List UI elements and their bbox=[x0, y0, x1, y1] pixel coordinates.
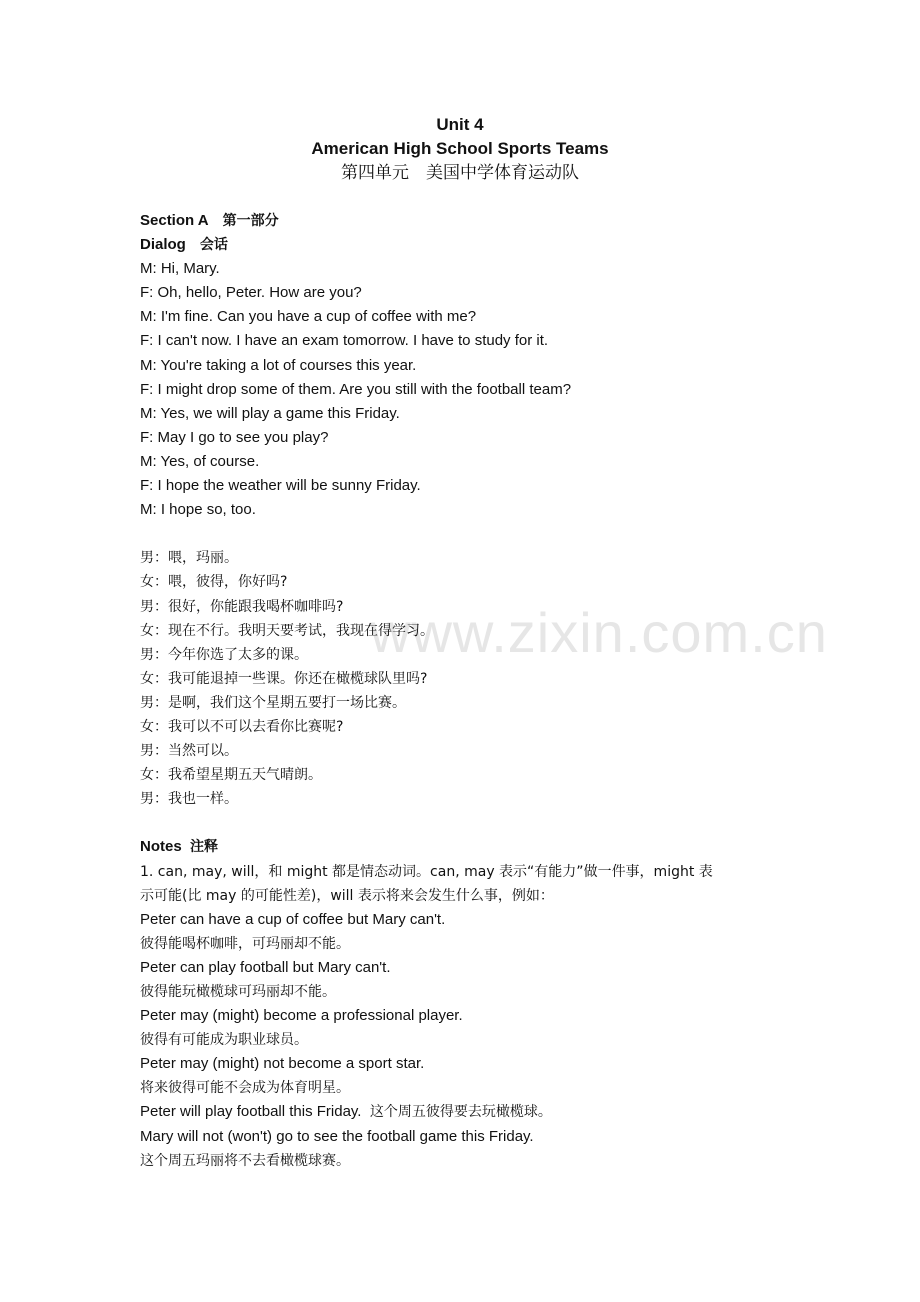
example-cn: 将来彼得可能不会成为体育明星。 bbox=[140, 1080, 350, 1097]
example-en: Peter can play football but Mary can't. bbox=[140, 958, 391, 976]
example-en: Peter can have a cup of coffee but Mary can't. bbox=[140, 910, 446, 928]
chinese-title: 第四单元 美国中学体育运动队 bbox=[341, 163, 579, 183]
spacer bbox=[140, 811, 790, 835]
dialog-line-cn: 女：喂，彼得，你好吗? bbox=[140, 574, 288, 591]
example-combined bbox=[140, 1100, 790, 1124]
example-en: Peter may (might) not become a sport star. bbox=[140, 1055, 425, 1073]
dialog-heading-cn: 会话 bbox=[199, 237, 228, 254]
dialog-line-cn: 女：我可能退掉一些课。你还在橄榄球队里吗? bbox=[140, 670, 428, 687]
watermark: www.zixin.com.cn bbox=[370, 601, 828, 664]
dialog-line-cn: 男：是啊，我们这个星期五要打一场比赛。 bbox=[140, 694, 406, 711]
dialog-line-cn: 男：当然可以。 bbox=[140, 743, 238, 760]
section-heading bbox=[140, 209, 790, 233]
notes-heading bbox=[140, 835, 790, 859]
example-cn: 彼得能玩橄榄球可玛丽却不能。 bbox=[140, 984, 336, 1000]
dialog-line-cn: 女：现在不行。我明天要考试，我现在得学习。 bbox=[140, 622, 434, 639]
example-cn: 彼得有可能成为职业球员。 bbox=[140, 1032, 308, 1049]
english-title: American High School Sports Teams bbox=[311, 139, 609, 158]
dialog-heading bbox=[140, 233, 790, 257]
dialog-line-en: F: I might drop some of them. Are you still with the football team? bbox=[140, 380, 572, 398]
dialog-line-cn: 男：今年你选了太多的课。 bbox=[140, 646, 308, 663]
section-heading-cn: 第一部分 bbox=[222, 213, 279, 229]
dialog-line-en: F: I hope the weather will be sunny Friday. bbox=[140, 477, 421, 495]
dialog-line-en: F: I can't now. I have an exam tomorrow. I have to study for it. bbox=[140, 332, 549, 350]
dialog-line-en: M: Yes, we will play a game this Friday. bbox=[140, 404, 400, 422]
notes-heading-en: Notes bbox=[140, 838, 182, 856]
dialog-line-en: M: Yes, of course. bbox=[140, 452, 260, 470]
example-cn: 这个周五玛丽将不去看橄榄球赛。 bbox=[140, 1152, 350, 1169]
example-cn: 彼得能喝杯咖啡，可玛丽却不能。 bbox=[140, 935, 350, 952]
dialog-line-en: M: Hi, Mary. bbox=[140, 260, 220, 278]
dialog-line-cn: 女：我希望星期五天气晴朗。 bbox=[140, 767, 322, 784]
unit-title: Unit 4 bbox=[436, 115, 484, 134]
dialog-line-en: F: Oh, hello, Peter. How are you? bbox=[140, 284, 362, 302]
example-en: Peter may (might) become a professional player. bbox=[140, 1007, 463, 1025]
dialog-line-en: M: I'm fine. Can you have a cup of coffee with me? bbox=[140, 308, 477, 326]
dialog-line-cn: 男：我也一样。 bbox=[140, 791, 238, 808]
title-block bbox=[0, 113, 920, 185]
dialog-line-cn: 男：喂，玛丽。 bbox=[140, 550, 238, 567]
notes-intro-line-2: 示可能(比 may 的可能性差)，will 表示将来会发生什么事，例如： bbox=[140, 887, 554, 904]
dialog-line-en: M: I hope so, too. bbox=[140, 501, 256, 519]
notes-intro-line-1: 1. can, may, will，和 might 都是情态动词。can, may 表示“有能力”做一件事，might 表 bbox=[140, 863, 713, 880]
dialog-line-cn: 男：很好，你能跟我喝杯咖啡吗? bbox=[140, 598, 344, 615]
example-en: Mary will not (won't) go to see the football game this Friday. bbox=[140, 1127, 534, 1145]
dialog-line-cn: 女：我可以不可以去看你比赛呢? bbox=[140, 718, 344, 735]
dialog-line-en: F: May I go to see you play? bbox=[140, 428, 329, 446]
document-body bbox=[140, 209, 790, 1173]
spacer bbox=[140, 522, 790, 546]
notes-heading-cn: 注释 bbox=[190, 839, 219, 856]
dialog-heading-en: Dialog bbox=[140, 236, 186, 254]
example-cn: 这个周五彼得要去玩橄榄球。 bbox=[369, 1104, 552, 1121]
section-heading-en: Section A bbox=[140, 212, 209, 229]
example-en: Peter will play football this Friday. bbox=[140, 1103, 362, 1121]
dialog-line-en: M: You're taking a lot of courses this year. bbox=[140, 356, 417, 374]
